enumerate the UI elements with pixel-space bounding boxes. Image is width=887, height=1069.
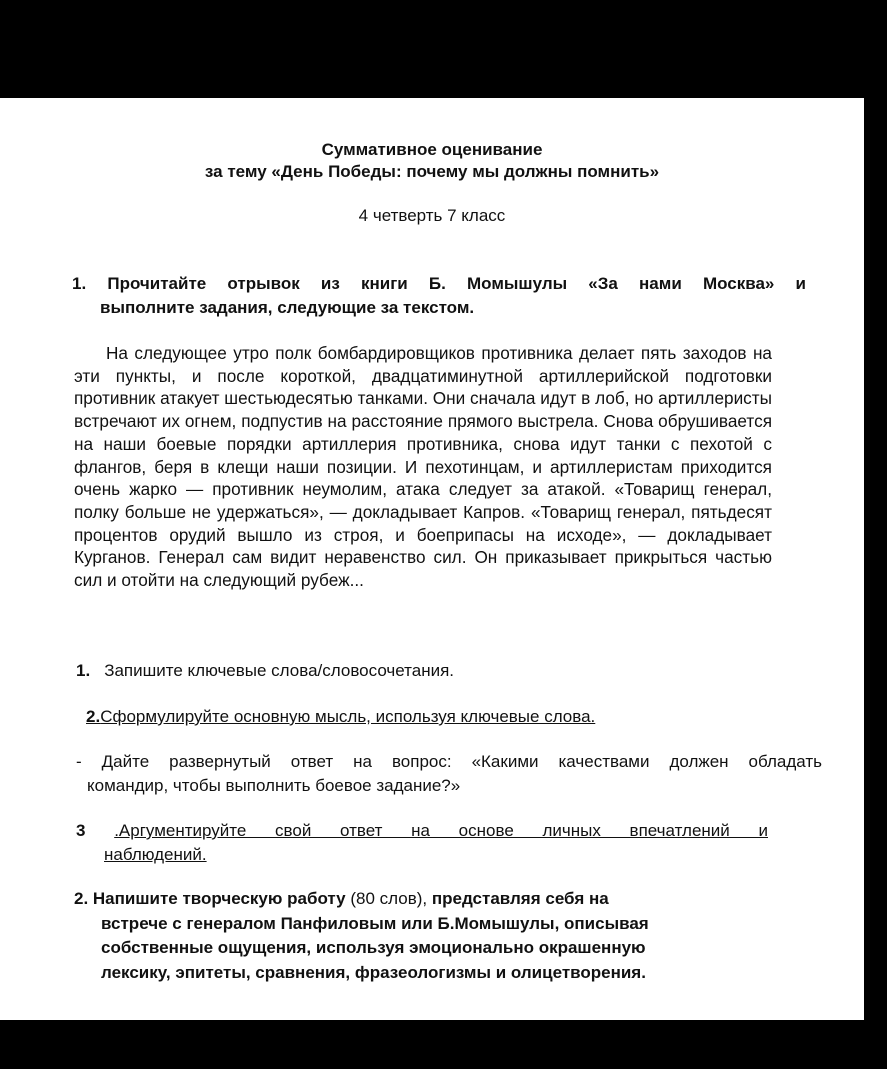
question-commander-line-1: - Дайте развернутый ответ на вопрос: «Какими качествами должен обладать <box>76 752 822 771</box>
question-argument-line-2: наблюдений. <box>104 845 207 864</box>
question-keywords-number: 1. <box>76 661 91 680</box>
task-1-line-2: выполните задания, следующие за текстом. <box>100 298 475 317</box>
question-commander-qualities <box>76 750 822 798</box>
task-2-line-2: встрече с генералом Панфиловым или Б.Момышулы, описывая <box>101 913 649 933</box>
question-commander-line-2: командир, чтобы выполнить боевое задание?» <box>87 776 461 795</box>
question-main-idea-text: Сформулируйте основную мысль, используя ключевые слова. <box>100 707 596 726</box>
task-2-lead: 2. Напишите творческую работу <box>74 889 346 908</box>
reading-passage: На следующее утро полк бомбардировщиков противника делает пять заходов на эти пункты, и после короткой, двадцатиминутной артиллерийской подготовки противник атакует шестьюдесятью танками. Они сначала идут в лоб, но артиллеристы встречают их огнем, подпустив на расстояние прямого выстрела. Снова обрушивается на наши боевые порядки артиллерия противника, снова идут танки с пехотой с флангов, беря в клещи наши позиции. И пехотинцам, и артиллеристам приходится очень жарко — противник неумолим, атака следует за атакой. «Товарищ генерал, полку больше не удержаться», — докладывает Капров. «Товарищ генерал, пятьдесят процентов орудий вышло из строя, и боеприпасы на исходе», — докладывает Курганов. Генерал сам видит неравенство сил. Он приказывает прикрыться частью сил и отойти на следующий рубеж... <box>74 343 772 591</box>
document-page <box>0 98 864 1020</box>
task-2-word-count: (80 слов), <box>345 889 432 908</box>
quarter-grade-label: 4 четверть 7 класс <box>358 206 506 225</box>
question-main-idea-number: 2. <box>86 707 101 726</box>
question-argument <box>76 819 768 867</box>
question-argument-line-1: .Аргументируйте свой ответ на основе личных впечатлений и <box>114 821 768 840</box>
task-2-creative-work <box>74 887 754 985</box>
task-2-line-1-rest: представляя себя на <box>431 889 609 908</box>
task-1-heading <box>72 272 806 320</box>
question-argument-number: 3 <box>76 821 86 840</box>
question-main-idea <box>86 705 595 729</box>
question-keywords-text: Запишите ключевые слова/словосочетания. <box>104 661 455 680</box>
task-2-line-3: собственные ощущения, используя эмоционально окрашенную <box>101 938 646 957</box>
question-keywords <box>76 659 454 683</box>
document-title: Суммативное оценивание <box>321 140 543 159</box>
task-2-line-4: лексику, эпитеты, сравнения, фразеологизмы и олицетворения. <box>101 962 646 982</box>
task-1-line-1: 1. Прочитайте отрывок из книги Б. Момышулы «За нами Москва» и <box>72 274 806 293</box>
document-subtitle: за тему «День Победы: почему мы должны помнить» <box>204 162 660 181</box>
